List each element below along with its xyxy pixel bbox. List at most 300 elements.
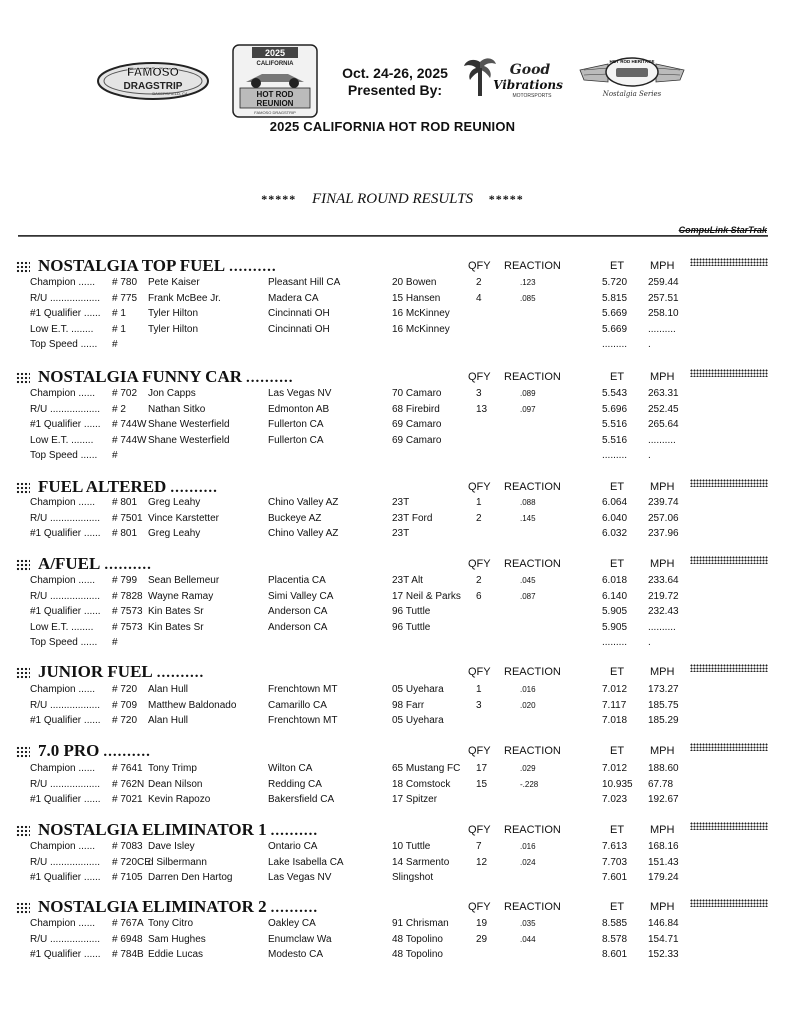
heading-stars-right: ***** (488, 192, 524, 206)
cell-label: R/U .................. (30, 778, 101, 790)
cell-et: 5.696 (602, 403, 628, 415)
cell-label: #1 Qualifier ...... (30, 528, 101, 540)
cell-et: 6.140 (602, 590, 628, 602)
hotrod-logo-state: CALIFORNIA (256, 61, 294, 67)
column-header-qfy: QFY (468, 260, 491, 272)
cell-qfy: 7 (476, 841, 482, 852)
cell-qfy: 1 (476, 684, 482, 695)
cell-mph: 263.31 (648, 388, 679, 399)
table-row (0, 917, 785, 933)
section-title (16, 897, 318, 918)
cell-et: 7.018 (602, 715, 628, 727)
cell-label: #1 Qualifier ...... (30, 419, 101, 431)
page-header (0, 0, 785, 140)
cell-city: Chino Valley AZ (268, 497, 339, 508)
cell-num: # 7083 (112, 841, 143, 852)
cell-city: Fullerton CA (268, 434, 324, 446)
column-header-mph: MPH (650, 824, 675, 836)
cell-mph: 151.43 (648, 856, 679, 868)
cell-num: # 762N (112, 778, 145, 790)
column-header-reaction: REACTION (504, 901, 561, 913)
cell-label: #1 Qualifier ...... (30, 308, 101, 320)
column-header-reaction: REACTION (504, 824, 561, 836)
cell-car: 91 Chrisman (392, 918, 449, 929)
cell-city: Wilton CA (268, 763, 313, 774)
cell-num: # (112, 450, 118, 462)
cell-mph: 265.64 (648, 419, 679, 431)
famoso-logo-line1: FAMOSO (126, 65, 180, 79)
cell-mph: . (648, 450, 651, 462)
hotrod-logo-line2: REUNION (256, 99, 294, 108)
column-header-et: ET (610, 901, 625, 913)
cell-city: Enumclaw Wa (268, 933, 332, 945)
cell-num: # 7501 (112, 512, 143, 524)
cell-qfy: 6 (476, 590, 482, 602)
table-row (0, 292, 785, 308)
column-header-reaction: REACTION (504, 371, 561, 383)
cell-et: 8.601 (602, 949, 628, 961)
cell-qfy: 13 (476, 403, 488, 415)
table-row (0, 512, 785, 528)
cell-reaction: .024 (520, 857, 536, 867)
cell-label: Low E.T. ........ (30, 323, 94, 335)
cell-car: 17 Neil & Parks (392, 590, 461, 602)
section-title (16, 256, 277, 277)
table-row (0, 590, 785, 606)
cell-mph: 232.43 (648, 606, 679, 618)
cell-car: 14 Sarmento (392, 856, 450, 868)
section-title-text: NOSTALGIA TOP FUEL (38, 256, 226, 275)
cell-city: Ontario CA (268, 841, 318, 852)
cell-driver: Tony Trimp (148, 763, 197, 774)
cell-et: 6.032 (602, 528, 628, 540)
cell-num: # 7641 (112, 763, 143, 774)
cell-mph: .......... (648, 434, 676, 446)
cell-et: 6.018 (602, 575, 628, 586)
cell-et: 8.585 (602, 918, 628, 929)
table-row (0, 621, 785, 637)
famoso-logo-line3: BAKERSFIELD, CA (152, 91, 188, 96)
cell-car: 05 Uyehara (392, 715, 444, 727)
hot-rod-heritage-logo (578, 54, 686, 100)
cell-reaction: .097 (520, 404, 536, 414)
section-title-text: A/FUEL (38, 554, 101, 573)
cell-driver: Sean Bellemeur (148, 575, 220, 586)
table-row (0, 434, 785, 450)
table-row (0, 527, 785, 543)
dot-grid-icon (16, 559, 30, 571)
cell-driver: Dave Isley (148, 841, 195, 852)
cell-mph: 179.24 (648, 872, 679, 884)
cell-label: R/U .................. (30, 933, 101, 945)
column-header-qfy: QFY (468, 745, 491, 757)
cell-driver: Pete Kaiser (148, 277, 200, 288)
dot-grid-icon (16, 482, 30, 494)
hot-rod-reunion-logo (232, 44, 318, 118)
goodvib-logo-line1: Good (509, 62, 551, 78)
section-title-dots: .......... (156, 665, 205, 681)
table-row (0, 387, 785, 403)
cell-car: 15 Hansen (392, 292, 441, 304)
cell-reaction: .020 (520, 700, 536, 710)
section-title-text: NOSTALGIA FUNNY CAR (38, 367, 243, 386)
table-row (0, 449, 785, 465)
cell-qfy: 15 (476, 778, 488, 790)
cell-reaction: .029 (520, 764, 536, 773)
cell-et: 5.669 (602, 323, 628, 335)
cell-driver: Shane Westerfield (148, 434, 230, 446)
cell-mph: 154.71 (648, 933, 679, 945)
goodvib-logo-line2: Vibrations (493, 78, 563, 92)
cell-qfy: 1 (476, 497, 482, 508)
cell-num: # (112, 339, 118, 351)
dot-grid-icon (16, 746, 30, 758)
cell-num: # 720 (112, 684, 138, 695)
cell-et: 7.117 (602, 699, 627, 711)
cell-city: Placentia CA (268, 575, 326, 586)
cell-num: # 744W (112, 419, 147, 431)
section-title (16, 477, 218, 498)
cell-num: # 744W (112, 434, 147, 446)
column-header-et: ET (610, 481, 625, 493)
cell-driver: Greg Leahy (148, 497, 201, 508)
table-row (0, 276, 785, 292)
famoso-logo-line2: DRAGSTRIP (123, 81, 183, 92)
table-row (0, 933, 785, 949)
column-header-mph: MPH (650, 481, 675, 493)
table-row (0, 871, 785, 887)
cell-city: Anderson CA (268, 621, 328, 633)
column-header-qfy: QFY (468, 481, 491, 493)
cell-label: #1 Qualifier ...... (30, 715, 101, 727)
cell-label: Champion ...... (30, 388, 96, 399)
column-header-et: ET (610, 824, 625, 836)
cell-mph: 188.60 (648, 763, 679, 774)
cell-et: 7.023 (602, 794, 628, 806)
cell-driver: Kevin Rapozo (148, 794, 211, 806)
cell-mph: . (648, 339, 651, 351)
cell-driver: Sam Hughes (148, 933, 206, 945)
cell-city: Frenchtown MT (268, 684, 338, 695)
cell-qfy: 4 (476, 292, 482, 304)
cell-et: 5.720 (602, 277, 628, 288)
famoso-dragstrip-logo (96, 57, 210, 105)
cell-label: #1 Qualifier ...... (30, 794, 101, 806)
cell-driver: Alan Hull (148, 715, 189, 727)
cell-qfy: 29 (476, 933, 488, 945)
heading-text: FINAL ROUND RESULTS (311, 191, 474, 207)
table-row (0, 323, 785, 339)
cell-car: 20 Bowen (392, 277, 437, 288)
cell-city: Madera CA (268, 292, 319, 304)
table-row (0, 948, 785, 964)
cell-city: Buckeye AZ (268, 512, 322, 524)
column-header-qfy: QFY (468, 666, 491, 678)
column-header-qfy: QFY (468, 824, 491, 836)
cell-et: 7.012 (602, 684, 628, 695)
cell-car: 68 Firebird (392, 403, 440, 415)
column-header-qfy: QFY (468, 558, 491, 570)
cell-qfy: 2 (476, 277, 482, 288)
table-row (0, 403, 785, 419)
cell-num: # 720CE (112, 856, 151, 868)
cell-mph: 168.16 (648, 841, 679, 852)
cell-label: Top Speed ...... (30, 450, 98, 462)
cell-reaction: .035 (520, 919, 536, 928)
cell-driver: Tony Citro (148, 918, 194, 929)
cell-et: 7.613 (602, 841, 628, 852)
cell-car: 48 Topolino (392, 949, 443, 961)
cell-qfy: 2 (476, 512, 482, 524)
cell-label: R/U .................. (30, 292, 101, 304)
cell-mph: .......... (648, 323, 676, 335)
cell-driver: Nathan Sitko (148, 403, 206, 415)
cell-city: Simi Valley CA (268, 590, 334, 602)
cell-qfy: 19 (476, 918, 488, 929)
good-vibrations-logo (462, 52, 570, 102)
cell-num: # 775 (112, 292, 138, 304)
cell-reaction: -.228 (520, 779, 539, 789)
cell-driver: Greg Leahy (148, 528, 201, 540)
cell-num: # 801 (112, 528, 138, 540)
cell-driver: Tyler Hilton (148, 308, 199, 320)
cell-driver: Kin Bates Sr (148, 621, 204, 633)
cell-reaction: .044 (520, 934, 536, 944)
cell-car: 23T (392, 497, 410, 508)
cell-et: ......... (602, 450, 628, 462)
cell-mph: 185.75 (648, 699, 679, 711)
cell-car: 98 Farr (392, 699, 425, 711)
cell-et: 5.815 (602, 292, 628, 304)
cell-city: Chino Valley AZ (268, 528, 339, 540)
cell-label: Champion ...... (30, 841, 96, 852)
dot-bar-decoration (690, 479, 768, 487)
cell-num: # 7573 (112, 621, 143, 633)
cell-num: # 6948 (112, 933, 143, 945)
cell-et: 7.012 (602, 763, 628, 774)
column-header-et: ET (610, 260, 625, 272)
cell-et: 10.935 (602, 778, 633, 790)
cell-num: # 709 (112, 699, 138, 711)
cell-city: Oakley CA (268, 918, 316, 929)
cell-qfy: 3 (476, 699, 482, 711)
column-header-reaction: REACTION (504, 558, 561, 570)
heritage-logo-bottom: Nostalgia Series (602, 90, 662, 98)
column-header-et: ET (610, 745, 625, 757)
cell-car: 17 Spitzer (392, 794, 438, 806)
cell-city: Edmonton AB (268, 403, 330, 415)
column-header-et: ET (610, 558, 625, 570)
cell-car: 23T Ford (392, 512, 433, 524)
cell-driver: Kin Bates Sr (148, 606, 204, 618)
section-title (16, 367, 294, 388)
cell-num: # 7021 (112, 794, 143, 806)
cell-city: Frenchtown MT (268, 715, 338, 727)
cell-mph: 237.96 (648, 528, 679, 540)
cell-car: 96 Tuttle (392, 606, 431, 618)
cell-label: Top Speed ...... (30, 339, 98, 351)
cell-et: 5.905 (602, 606, 628, 618)
table-row (0, 605, 785, 621)
cell-car: 23T (392, 528, 410, 540)
cell-label: Top Speed ...... (30, 637, 98, 649)
cell-reaction: .145 (520, 513, 536, 523)
cell-mph: 257.51 (648, 292, 679, 304)
event-dates: Oct. 24-26, 2025 (342, 65, 448, 81)
table-row (0, 338, 785, 354)
column-header-reaction: REACTION (504, 745, 561, 757)
heritage-logo-top: HOT ROD HERITAGE (609, 59, 655, 64)
cell-num: # 780 (112, 277, 138, 288)
cell-mph: 259.44 (648, 277, 679, 288)
cell-reaction: .016 (520, 685, 536, 694)
dot-grid-icon (16, 825, 30, 837)
cell-et: 5.516 (602, 434, 628, 446)
cell-label: R/U .................. (30, 590, 101, 602)
cell-label: #1 Qualifier ...... (30, 606, 101, 618)
cell-mph: .......... (648, 621, 676, 633)
cell-car: 16 McKinney (392, 323, 450, 335)
column-header-mph: MPH (650, 260, 675, 272)
dot-bar-decoration (690, 743, 768, 751)
heading-stars-left: ***** (261, 192, 297, 206)
cell-qfy: 12 (476, 856, 488, 868)
cell-mph: 252.45 (648, 403, 679, 415)
cell-driver: Wayne Ramay (148, 590, 214, 602)
hotrod-logo-year: 2025 (264, 48, 286, 58)
table-row (0, 574, 785, 590)
cell-label: Champion ...... (30, 763, 96, 774)
cell-city: Camarillo CA (268, 699, 327, 711)
table-row (0, 636, 785, 652)
cell-car: 48 Topolino (392, 933, 443, 945)
cell-et: 6.064 (602, 497, 628, 508)
section-title-dots: .......... (104, 557, 152, 573)
cell-num: # 784B (112, 949, 144, 961)
cell-num: # 1 (112, 308, 126, 320)
column-header-mph: MPH (650, 371, 675, 383)
table-row (0, 840, 785, 856)
cell-city: Anderson CA (268, 606, 328, 618)
section-title-text: FUEL ALTERED (38, 477, 167, 496)
cell-car: 69 Camaro (392, 419, 442, 431)
cell-reaction: .089 (520, 389, 536, 398)
event-dates-block (330, 65, 460, 99)
cell-driver: Frank McBee Jr. (148, 292, 221, 304)
cell-label: R/U .................. (30, 856, 101, 868)
cell-driver: Dean Nilson (148, 778, 203, 790)
cell-label: #1 Qualifier ...... (30, 872, 101, 884)
cell-city: Cincinnati OH (268, 308, 330, 320)
cell-label: R/U .................. (30, 512, 101, 524)
cell-car: 23T Alt (392, 575, 423, 586)
cell-driver: Tyler Hilton (148, 323, 199, 335)
cell-label: Champion ...... (30, 497, 96, 508)
column-header-qfy: QFY (468, 901, 491, 913)
cell-city: Bakersfield CA (268, 794, 335, 806)
table-row (0, 307, 785, 323)
cell-city: Las Vegas NV (268, 388, 332, 399)
hotrod-logo-sub: FAMOSO DRAGSTRIP (254, 110, 296, 115)
cell-car: 65 Mustang FC (392, 763, 461, 774)
event-title: 2025 CALIFORNIA HOT ROD REUNION (269, 119, 516, 134)
cell-driver: d Silbermann (148, 856, 207, 868)
cell-num: # 720 (112, 715, 138, 727)
dot-grid-icon (16, 902, 30, 914)
cell-et: 5.905 (602, 621, 628, 633)
cell-num: # 799 (112, 575, 138, 586)
cell-reaction: .085 (520, 293, 536, 303)
cell-label: R/U .................. (30, 403, 101, 415)
table-row (0, 762, 785, 778)
cell-mph: 192.67 (648, 794, 679, 806)
cell-city: Pleasant Hill CA (268, 277, 341, 288)
cell-car: 69 Camaro (392, 434, 442, 446)
cell-et: ......... (602, 339, 628, 351)
cell-mph: 233.64 (648, 575, 679, 586)
dot-bar-decoration (690, 556, 768, 564)
cell-car: 18 Comstock (392, 778, 451, 790)
cell-mph: 257.06 (648, 512, 679, 524)
timing-system-label: CompuLink StarTrak (678, 225, 767, 235)
cell-mph: 173.27 (648, 684, 679, 695)
cell-reaction: .087 (520, 591, 536, 601)
section-title-dots: .......... (170, 480, 218, 496)
cell-reaction: .045 (520, 576, 536, 585)
cell-et: ......... (602, 637, 628, 649)
cell-driver: Darren Den Hartog (148, 872, 233, 884)
cell-et: 7.703 (602, 856, 628, 868)
cell-reaction: .123 (520, 278, 536, 287)
cell-et: 6.040 (602, 512, 628, 524)
table-row (0, 683, 785, 699)
cell-label: R/U .................. (30, 699, 101, 711)
hotrod-logo-line1: HOT ROD (256, 90, 294, 99)
column-header-mph: MPH (650, 558, 675, 570)
table-row (0, 714, 785, 730)
section-title-text: NOSTALGIA ELIMINATOR 1 (38, 820, 267, 839)
column-header-mph: MPH (650, 666, 675, 678)
cell-et: 5.516 (602, 419, 628, 431)
cell-mph: 146.84 (648, 918, 679, 929)
cell-label: Champion ...... (30, 918, 96, 929)
cell-driver: Alan Hull (148, 684, 189, 695)
cell-num: # 702 (112, 388, 138, 399)
cell-driver: Shane Westerfield (148, 419, 230, 431)
section-title (16, 662, 204, 683)
section-title (16, 741, 151, 762)
section-title-dots: .......... (229, 259, 277, 275)
cell-driver: Jon Capps (148, 388, 196, 399)
cell-city: Modesto CA (268, 949, 324, 961)
cell-mph: 185.29 (648, 715, 679, 727)
dot-grid-icon (16, 372, 30, 384)
cell-driver: Eddie Lucas (148, 949, 204, 961)
section-title-dots: .......... (270, 900, 319, 916)
section-title (16, 820, 318, 841)
table-row (0, 778, 785, 794)
section-title-text: 7.0 PRO (38, 741, 100, 760)
dot-grid-icon (16, 261, 30, 273)
cell-qfy: 17 (476, 763, 488, 774)
section-title-text: JUNIOR FUEL (38, 662, 153, 681)
table-row (0, 793, 785, 809)
cell-qfy: 2 (476, 575, 482, 586)
cell-mph: 152.33 (648, 949, 679, 961)
cell-et: 8.578 (602, 933, 628, 945)
cell-num: # 767A (112, 918, 144, 929)
cell-city: Redding CA (268, 778, 322, 790)
